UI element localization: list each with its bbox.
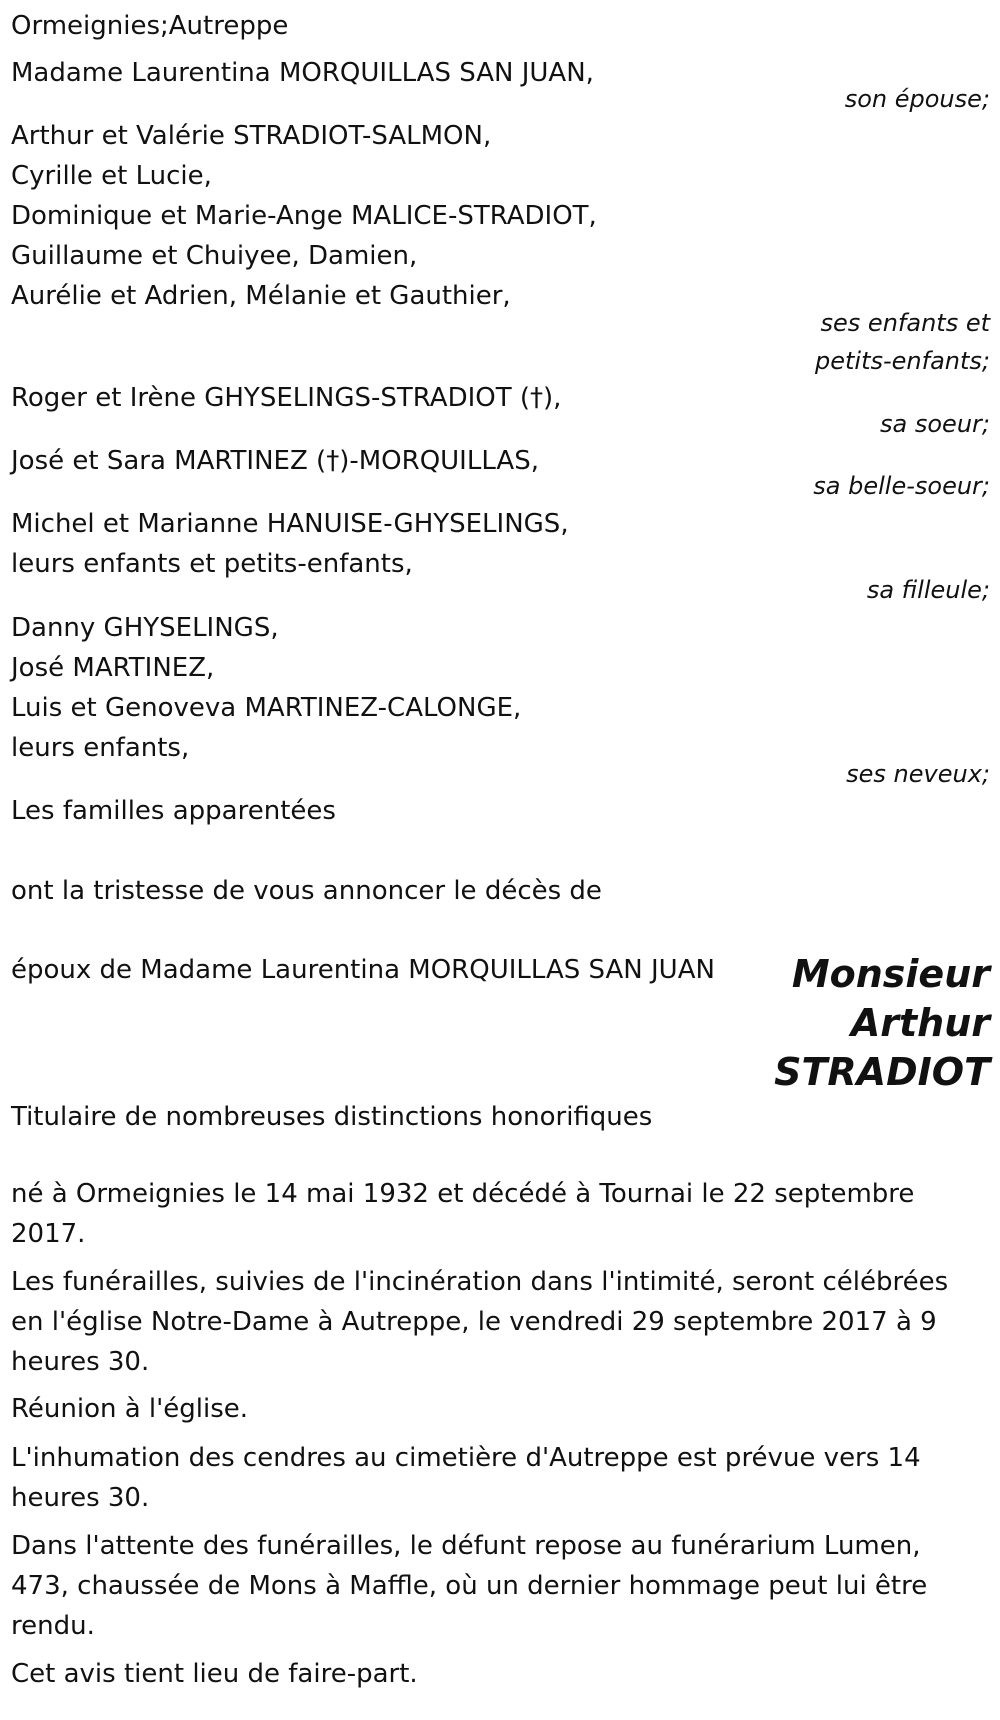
distinctions-line: Titulaire de nombreuses distinctions honorifiques (11, 1102, 653, 1132)
nephew-line: José MARTINEZ, (11, 653, 215, 683)
children-line: Aurélie et Adrien, Mélanie et Gauthier, (11, 281, 511, 311)
announcement-line: ont la tristesse de vous annoncer le décès de (11, 876, 602, 906)
funeral-paragraph: Les funérailles, suivies de l'incinération dans l'intimité, seront célébrées en l'église Notre-Dame à Autreppe, le vendredi 29 septembre 2017 à 9 heures 30. (11, 1267, 949, 1377)
deceased-name: Monsieur Arthur STRADIOT (774, 952, 990, 1094)
nephew-line: Luis et Genoveva MARTINEZ-CALONGE, (11, 693, 522, 723)
location-line: Ormeignies;Autreppe (11, 11, 289, 41)
children-line: Guillaume et Chuiyee, Damien, (11, 241, 418, 271)
nephews-role: ses neveux; (846, 760, 990, 788)
meeting-paragraph: Réunion à l'église. (11, 1394, 249, 1424)
children-role: petits-enfants; (815, 347, 990, 375)
wife-role: son épouse; (844, 85, 990, 113)
wife-name: Madame Laurentina MORQUILLAS SAN JUAN, (11, 58, 594, 88)
funerarium-paragraph: Dans l'attente des funérailles, le défunt repose au funérarium Lumen, 473, chaussée de Mons à Maffle, où un dernier hommage peut lui être rendu. (11, 1531, 928, 1641)
children-line: Dominique et Marie-Ange MALICE-STRADIOT, (11, 201, 597, 231)
nephew-line: Danny GHYSELINGS, (11, 613, 279, 643)
sister-in-law-role: sa belle-soeur; (813, 472, 990, 500)
notice-paragraph: Cet avis tient lieu de faire-part. (11, 1659, 418, 1689)
birth-death-paragraph: né à Ormeignies le 14 mai 1932 et décédé à Tournai le 22 septembre 2017. (11, 1179, 915, 1249)
children-line: Cyrille et Lucie, (11, 161, 212, 191)
sister-in-law-line: José et Sara MARTINEZ (†)-MORQUILLAS, (11, 446, 539, 476)
goddaughter-line: Michel et Marianne HANUISE-GHYSELINGS, (11, 509, 569, 539)
nephew-line: leurs enfants, (11, 733, 190, 763)
spouse-of-line: époux de Madame Laurentina MORQUILLAS SAN JUAN (11, 955, 715, 985)
sister-line: Roger et Irène GHYSELINGS-STRADIOT (†), (11, 383, 562, 413)
children-role: ses enfants et (820, 309, 990, 337)
children-line: Arthur et Valérie STRADIOT-SALMON, (11, 121, 492, 151)
goddaughter-line: leurs enfants et petits-enfants, (11, 549, 413, 579)
families-line: Les familles apparentées (11, 796, 336, 826)
goddaughter-role: sa filleule; (866, 576, 990, 604)
sister-role: sa soeur; (880, 410, 990, 438)
burial-paragraph: L'inhumation des cendres au cimetière d'Autreppe est prévue vers 14 heures 30. (11, 1443, 921, 1513)
